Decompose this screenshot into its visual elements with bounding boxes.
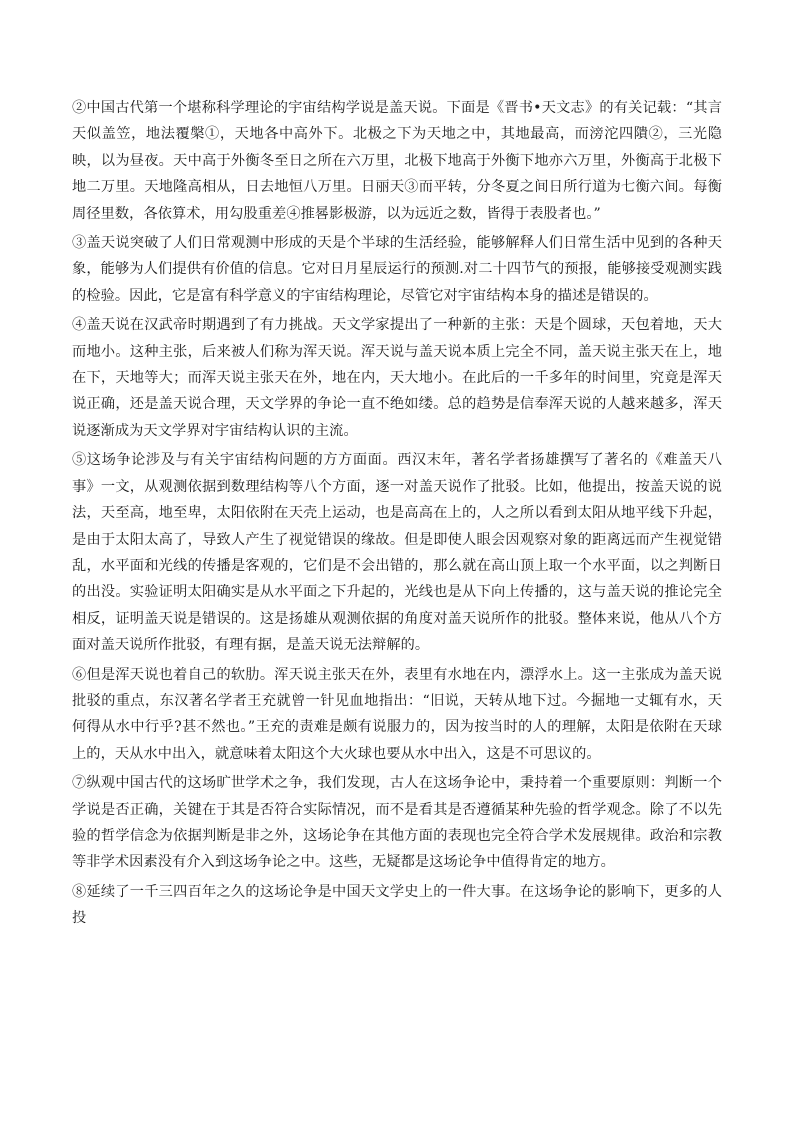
paragraph-3: ③盖天说突破了人们日常观测中形成的天是个半球的生活经验，能够解释人们日常生活中见到的各种天象，能够为人们提供有价值的信息。它对日月星辰运行的预测.对二十四节气的预报，能够接受观测实践的检验。因此，它是富有科学意义的宇宙结构理论，尽管它对宇宙结构本身的描述是错误的。: [72, 235, 722, 304]
paragraph-2: ②中国古代第一个堪称科学理论的宇宙结构学说是盖天说。下面是《晋书•天文志》的有关记载：“其言天似盖笠，地法覆槃①，天地各中高外下。北极之下为天地之中，其地最高，而滂沱四隤②，三光隐映，以为昼夜。天中高于外衡冬至日之所在六万里，北极下地高于外衡下地亦六万里，外衡高于北极下地二万里。天地隆高相从，日去地恒八万里。日丽天③而平转，分冬夏之间日所行道为七衡六间。每衡周径里数，各依算术，用勾股重差④推晷影极游，以为远近之数，皆得于表股者也。”: [72, 100, 722, 222]
document-page: [72, 95, 722, 935]
paragraph-4: ④盖天说在汉武帝时期遇到了有力挑战。天文学家提出了一种新的主张：天是个圆球，天包着地，天大而地小。这种主张，后来被人们称为浑天说。浑天说与盖天说本质上完全不同，盖天说主张天在上，地在下，天地等大；而浑天说主张天在外，地在内，天大地小。在此后的一千多年的时间里，究竟是浑天说正确，还是盖天说合理，天文学界的争论一直不绝如缕。总的趋势是信奉浑天说的人越来越多，浑天说逐渐成为天文学界对宇宙结构认识的主流。: [72, 317, 722, 439]
paragraph-8: ⑧延续了一千三四百年之久的这场论争是中国天文学史上的一件大事。在这场争论的影响下，更多的人投: [72, 883, 722, 927]
paragraph-6: ⑥但是浑天说也着自己的软肋。浑天说主张天在外，表里有水地在内，漂浮水上。这一主张成为盖天说批驳的重点，东汉著名学者王充就曾一针见血地指出：“旧说，天转从地下过。今掘地一丈辄有水，天何得从水中行乎?甚不然也。”王充的责难是颇有说服力的，因为按当时的人的理解，太阳是依附在天球上的，天从水中出入，就意味着太阳这个大火球也要从水中出入，这是不可思议的。: [72, 666, 722, 762]
paragraph-7: ⑦纵观中国古代的这场旷世学术之争，我们发现，古人在这场争论中，秉持着一个重要原则：判断一个学说是否正确，关键在于其是否符合实际情况，而不是看其是否遵循某种先验的哲学观念。除了不以先验的哲学信念为依据判断是非之外，这场论争在其他方面的表现也完全符合学术发展规律。政治和宗教等非学术因素没有介入到这场争论之中。这些，无疑都是这场论争中值得肯定的地方。: [72, 775, 722, 871]
paragraph-5: ⑤这场争论涉及与有关宇宙结构问题的方方面面。西汉末年，著名学者扬雄撰写了著名的《难盖天八事》一文，从观测依据到数理结构等八个方面，逐一对盖天说作了批驳。比如，他提出，按盖天说的说法，天至高，地至卑，太阳依附在天壳上运动，也是高高在上的，人之所以看到太阳从地平线下升起，是由于太阳太高了，导致人产生了视觉错误的缘故。但是即使人眼会因观察对象的距离远而产生视觉错乱，水平面和光线的传播是客观的，它们是不会出错的，那么就在高山顶上取一个水平面，以之判断日的出没。实验证明太阳确实是从水平面之下升起的，光线也是从下向上传播的，这与盖天说的推论完全相反，证明盖天说是错误的。这是扬雄从观测依据的角度对盖天说所作的批驳。整体来说，他从八个方面对盖天说所作批驳，有理有据，是盖天说无法辩解的。: [72, 452, 722, 654]
